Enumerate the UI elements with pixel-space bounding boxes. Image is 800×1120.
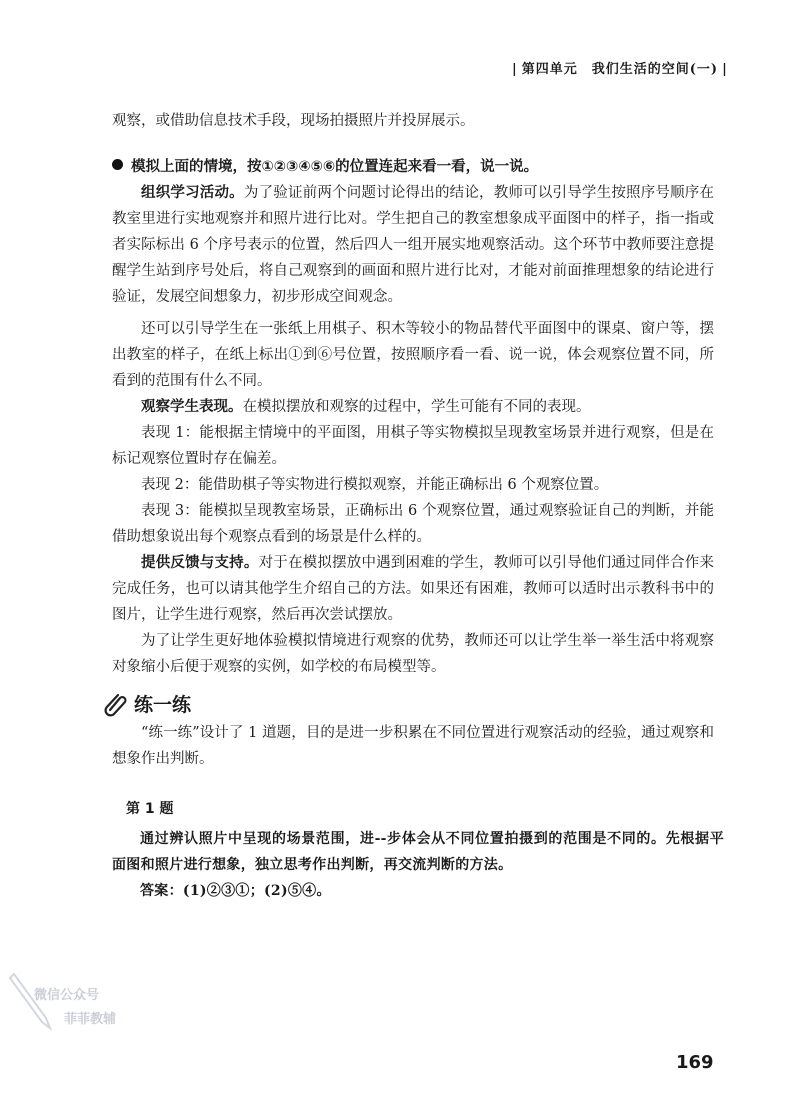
activity-prompt — [112, 154, 732, 180]
paragraph-examples: 为了让学生更好地体验模拟情境进行观察的优势，教师还可以让学生举一举生活中将观察对象缩小后便于观察的实例，如学校的布局模型等。 — [112, 633, 714, 675]
paragraph-performance-2: 表现 2：能借助棋子等实物进行模拟观察，并能正确标出 6 个观察位置。 — [141, 477, 609, 493]
paragraph-heading: 提供反馈与支持。 — [141, 555, 259, 571]
watermark — [6, 966, 136, 1036]
paperclip-icon — [104, 691, 130, 717]
paragraph-text: 对于在模拟摆放中遇到困难的学生，教师可以引导他们通过同伴合作来完成任务，也可以请其他学生介绍自己的方法。如果还有困难，教师可以适时出示教科书中的图片，让学生进行观察，然后再次尝试摆放。 — [112, 555, 714, 623]
practice-intro: “练一练”设计了 1 道题，目的是进一步积累在不同位置进行观察活动的经验，通过观察和想象作出判断。 — [112, 725, 714, 767]
paragraph-performance-1: 表现 1：能根据主情境中的平面图，用棋子等实物模拟呈现教室场景并进行观察，但是在标记观察位置时存在偏差。 — [112, 425, 714, 467]
paragraph-alternative: 还可以引导学生在一张纸上用棋子、积木等较小的物品替代平面图中的课桌、窗户等，摆出教室的样子，在纸上标出①到⑥号位置，按照顺序看一看、说一说，体会观察位置不同，所看到的范围有什么不同。 — [112, 321, 714, 389]
question-1-answer: 答案：(1)②③①；(2)⑤④。 — [140, 883, 331, 899]
question-1-text: 通过辨认照片中呈现的场景范围，进--步体会从不同位置拍摄到的范围是不同的。先根据平面图和照片进行想象，独立思考作出判断，再交流判断的方法。 — [112, 831, 724, 873]
paragraph-observe — [112, 394, 714, 420]
header-unit: 第四单元 — [521, 62, 578, 77]
watermark-line-2: 菲菲教辅 — [64, 1012, 117, 1027]
paragraph-heading: 组织学习活动。 — [141, 185, 244, 201]
header-divider-right: | — [722, 62, 728, 77]
page-number: 169 — [676, 1052, 714, 1073]
paragraph-performance-3: 表现 3：能模拟呈现教室场景，正确标出 6 个观察位置，通过观察验证自己的判断，并能借助想象说出每个观察点看到的场景是什么样的。 — [112, 503, 714, 545]
paragraph-text: 在模拟摆放和观察的过程中，学生可能有不同的表现。 — [242, 399, 591, 415]
bullet-dot-icon — [112, 159, 123, 170]
header-divider-left: | — [512, 62, 518, 77]
question-1-title: 第 1 题 — [126, 801, 174, 817]
paragraph-heading: 观察学生表现。 — [141, 399, 243, 415]
paragraph-text: 为了验证前两个问题讨论得出的结论，教师可以引导学生按照序号顺序在教室里进行实地观察并和照片进行比对。学生把自己的教室想象成平面图中的样子，指一指或者实际标出 6 个序号表示的位置，然后四人一组开展实地观察活动。这个环节中教师要注意提醒学生站到序号处后，将自己观察到的画面和照片进行比对，才能对前面推理想象的结论进行验证，发展空间想象力，初步形成空间观念。 — [112, 185, 715, 305]
watermark-line-1: 微信公众号 — [34, 988, 100, 1003]
activity-prompt-text: 模拟上面的情境，按①②③④⑤⑥的位置连起来看一看，说一说。 — [131, 159, 539, 175]
paragraph-continued: 观察，或借助信息技术手段，现场拍摄照片并投屏展示。 — [112, 113, 475, 129]
practice-title-text: 练一练 — [134, 694, 192, 716]
header-title: 我们生活的空间(一) — [591, 62, 719, 77]
practice-section-title — [104, 690, 191, 717]
running-header — [508, 58, 732, 77]
paragraph-feedback — [112, 550, 714, 628]
paragraph-organize — [112, 180, 714, 310]
